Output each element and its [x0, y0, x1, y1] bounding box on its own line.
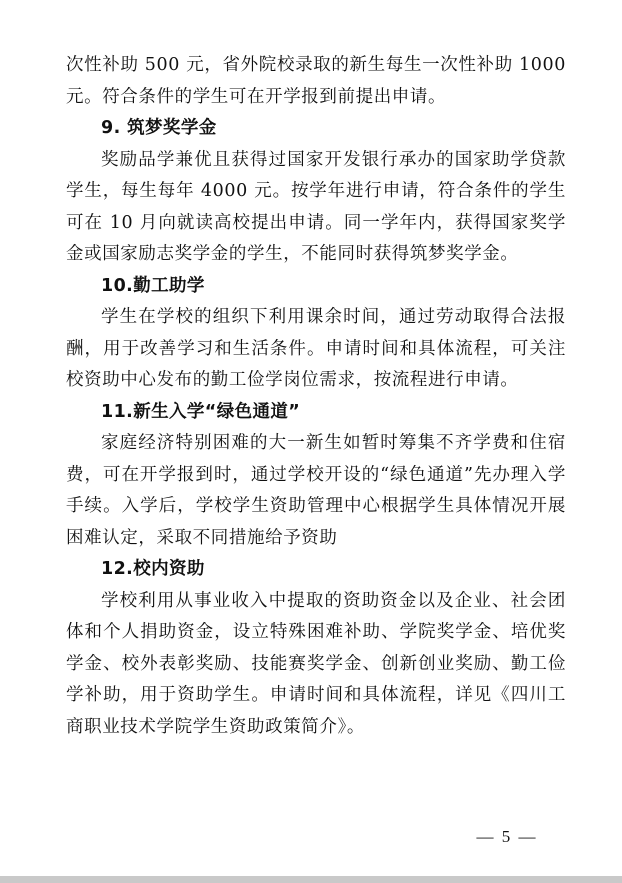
section-body-scholarship: 奖励品学兼优且获得过国家开发银行承办的国家助学贷款学生，每生每年 4000 元。按学年进行申请，符合条件的学生可在 10 月向就读高校提出申请。同一学年内，获得国家奖学金或国家励志奖学金的学生，不能同时获得筑梦奖学金。 [66, 149, 566, 264]
section-heading-scholarship: 9. 筑梦奖学金 [101, 118, 217, 138]
section-body-work-study: 学生在学校的组织下利用课余时间，通过劳动取得合法报酬，用于改善学习和生活条件。申请时间和具体流程，可关注校资助中心发布的勤工俭学岗位需求，按流程进行申请。 [66, 307, 566, 390]
intro-continuation-paragraph: 次性补助 500 元，省外院校录取的新生每生一次性补助 1000 元。符合条件的学生可在开学报到前提出申请。 [66, 55, 566, 107]
section-body-campus-aid: 学校利用从事业收入中提取的资助资金以及企业、社会团体和个人捐助资金，设立特殊困难补助、学院奖学金、培优奖学金、校外表彰奖励、技能赛奖学金、创新创业奖励、勤工俭学补助，用于资助学生。申请时间和具体流程，详见《四川工商职业技术学院学生资助政策简介》。 [66, 590, 566, 737]
section-heading-work-study: 10.勤工助学 [101, 275, 205, 296]
section-heading-campus-aid: 12.校内资助 [101, 559, 205, 579]
section-heading-green-channel: 11.新生入学“绿色通道” [101, 401, 301, 422]
page-number: — 5 — [476, 827, 538, 846]
document-body [66, 50, 566, 743]
viewer-bottom-edge [0, 876, 622, 883]
section-body-green-channel: 家庭经济特别困难的大一新生如暂时筹集不齐学费和住宿费，可在开学报到时，通过学校开设的“绿色通道”先办理入学手续。入学后，学校学生资助管理中心根据学生具体情况开展困难认定，采取不同措施给予资助 [66, 433, 566, 548]
